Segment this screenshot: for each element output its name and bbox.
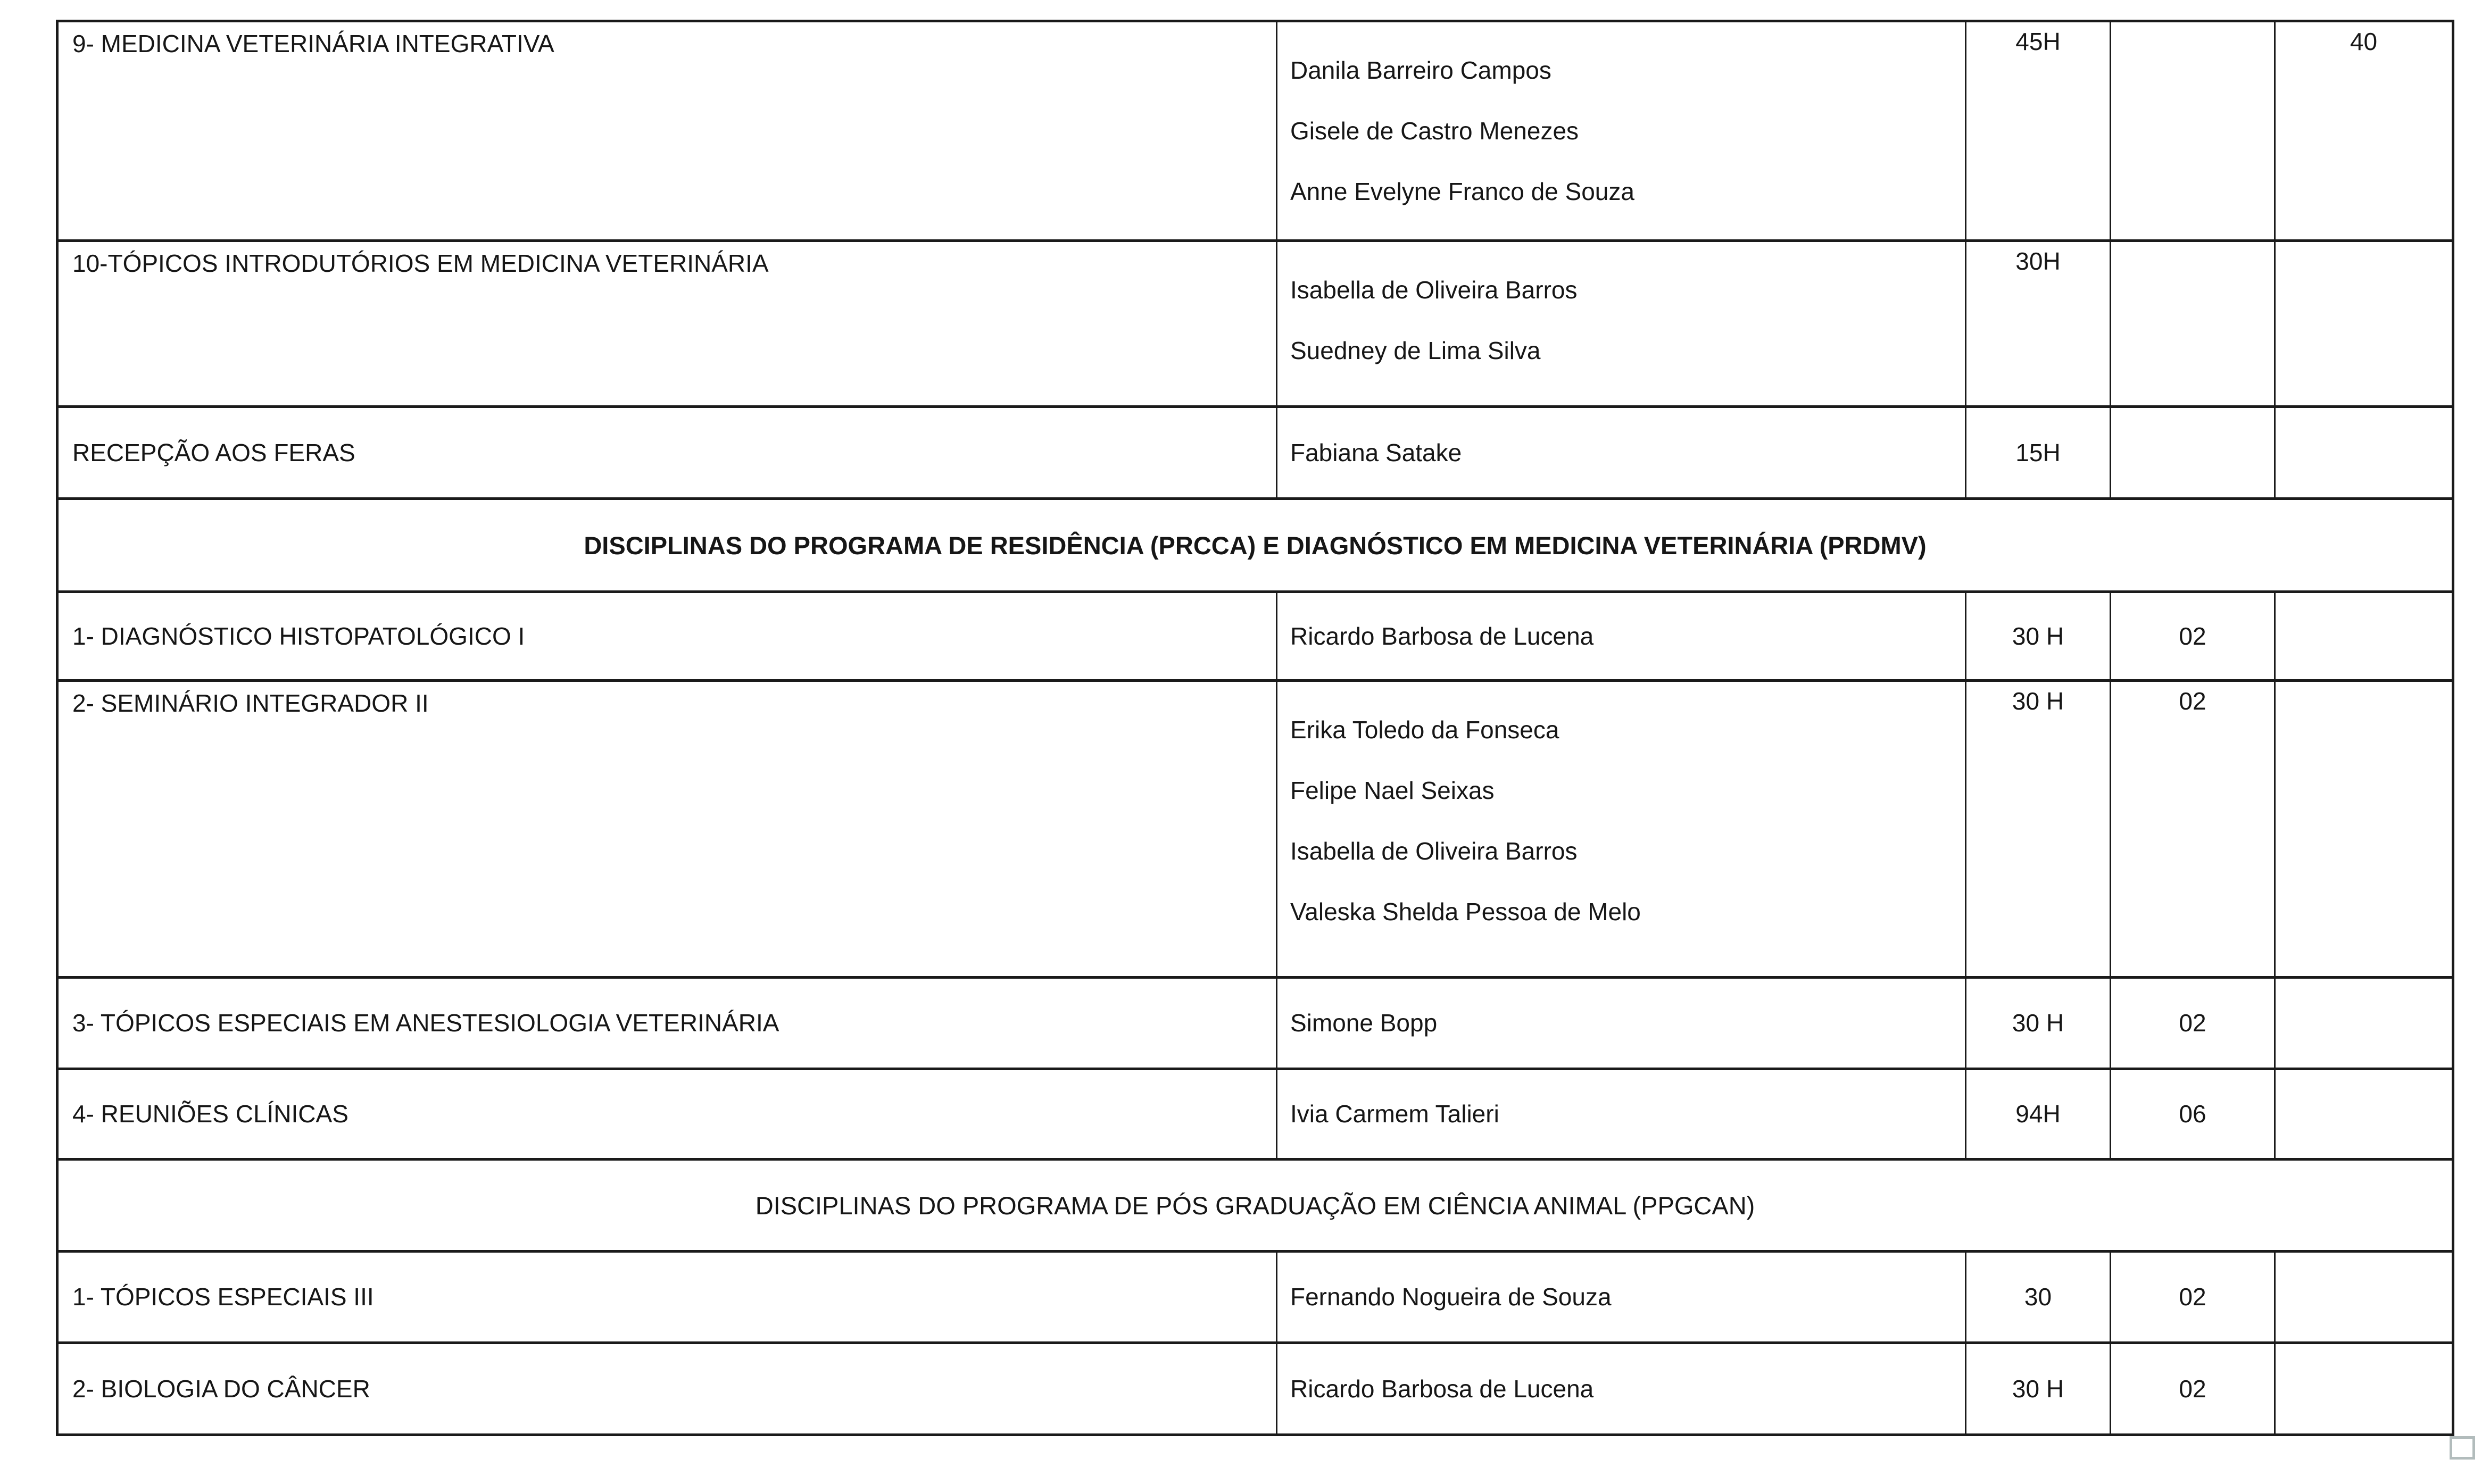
teacher-name: Danila Barreiro Campos: [1290, 56, 1551, 84]
section-title: DISCIPLINAS DO PROGRAMA DE RESIDÊNCIA (PRCCA) E DIAGNÓSTICO EM MEDICINA VETERINÁRIA (PRDMV): [57, 499, 2453, 592]
vacancies-cell: 40: [2275, 21, 2453, 241]
teacher-name: Valeska Shelda Pessoa de Melo: [1290, 898, 1641, 926]
hours-cell: 30H: [1966, 241, 2111, 407]
teacher-name: Ricardo Barbosa de Lucena: [1290, 622, 1594, 650]
courses-table-body: [57, 21, 2453, 1435]
table-row: [57, 681, 2453, 978]
table-row: [57, 978, 2453, 1069]
credits-cell: 02: [2111, 592, 2275, 681]
courses-table: [56, 20, 2454, 1436]
vacancies-cell: [2275, 407, 2453, 499]
teacher-name: Suedney de Lima Silva: [1290, 337, 1541, 364]
vacancies-cell: [2275, 241, 2453, 407]
hours-cell: 15H: [1966, 407, 2111, 499]
credits-cell: 02: [2111, 681, 2275, 978]
hours-cell: 94H: [1966, 1069, 2111, 1160]
teachers-cell: [1277, 21, 1966, 241]
teacher-name: Anne Evelyne Franco de Souza: [1290, 178, 1634, 205]
teachers-cell: [1277, 978, 1966, 1069]
discipline-cell: 10-TÓPICOS INTRODUTÓRIOS EM MEDICINA VETERINÁRIA: [57, 241, 1277, 407]
teachers-cell: [1277, 407, 1966, 499]
teacher-name: Gisele de Castro Menezes: [1290, 117, 1579, 145]
teachers-cell: [1277, 241, 1966, 407]
hours-cell: 30: [1966, 1252, 2111, 1343]
discipline-cell: 3- TÓPICOS ESPECIAIS EM ANESTESIOLOGIA VETERINÁRIA: [57, 978, 1277, 1069]
hours-cell: 30 H: [1966, 592, 2111, 681]
credits-cell: 02: [2111, 1343, 2275, 1435]
table-row: [57, 1343, 2453, 1435]
credits-cell: [2111, 407, 2275, 499]
credits-cell: 02: [2111, 978, 2275, 1069]
hours-cell: 30 H: [1966, 1343, 2111, 1435]
teachers-cell: [1277, 592, 1966, 681]
teacher-name: Ivia Carmem Talieri: [1290, 1100, 1499, 1128]
vacancies-cell: [2275, 681, 2453, 978]
discipline-cell: RECEPÇÃO AOS FERAS: [57, 407, 1277, 499]
section-title: DISCIPLINAS DO PROGRAMA DE PÓS GRADUAÇÃO EM CIÊNCIA ANIMAL (PPGCAN): [57, 1160, 2453, 1252]
vacancies-cell: [2275, 1069, 2453, 1160]
credits-cell: [2111, 21, 2275, 241]
teachers-cell: [1277, 1343, 1966, 1435]
vacancies-cell: [2275, 1252, 2453, 1343]
teacher-name: Fernando Nogueira de Souza: [1290, 1283, 1612, 1311]
discipline-cell: 9- MEDICINA VETERINÁRIA INTEGRATIVA: [57, 21, 1277, 241]
credits-cell: 06: [2111, 1069, 2275, 1160]
hours-cell: 30 H: [1966, 978, 2111, 1069]
table-row: [57, 241, 2453, 407]
discipline-cell: 1- DIAGNÓSTICO HISTOPATOLÓGICO I: [57, 592, 1277, 681]
teachers-cell: [1277, 1252, 1966, 1343]
teacher-name: Simone Bopp: [1290, 1009, 1438, 1037]
teacher-name: Felipe Nael Seixas: [1290, 777, 1495, 804]
vacancies-cell: [2275, 592, 2453, 681]
teacher-name: Fabiana Satake: [1290, 438, 1462, 466]
section-row: [57, 499, 2453, 592]
table-row: [57, 592, 2453, 681]
table-row: [57, 21, 2453, 241]
hours-cell: 30 H: [1966, 681, 2111, 978]
discipline-cell: 2- BIOLOGIA DO CÂNCER: [57, 1343, 1277, 1435]
teachers-cell: [1277, 681, 1966, 978]
vacancies-cell: [2275, 978, 2453, 1069]
vacancies-cell: [2275, 1343, 2453, 1435]
section-row: [57, 1160, 2453, 1252]
teacher-name: Erika Toledo da Fonseca: [1290, 716, 1559, 744]
table-row: [57, 1252, 2453, 1343]
credits-cell: [2111, 241, 2275, 407]
hours-cell: 45H: [1966, 21, 2111, 241]
teacher-name: Isabella de Oliveira Barros: [1290, 276, 1578, 304]
teacher-name: Ricardo Barbosa de Lucena: [1290, 1374, 1594, 1403]
table-resize-handle[interactable]: [2450, 1436, 2475, 1460]
table-row: [57, 1069, 2453, 1160]
teacher-name: Isabella de Oliveira Barros: [1290, 837, 1578, 865]
discipline-cell: 1- TÓPICOS ESPECIAIS III: [57, 1252, 1277, 1343]
credits-cell: 02: [2111, 1252, 2275, 1343]
discipline-cell: 2- SEMINÁRIO INTEGRADOR II: [57, 681, 1277, 978]
table-row: [57, 407, 2453, 499]
teachers-cell: [1277, 1069, 1966, 1160]
discipline-cell: 4- REUNIÕES CLÍNICAS: [57, 1069, 1277, 1160]
